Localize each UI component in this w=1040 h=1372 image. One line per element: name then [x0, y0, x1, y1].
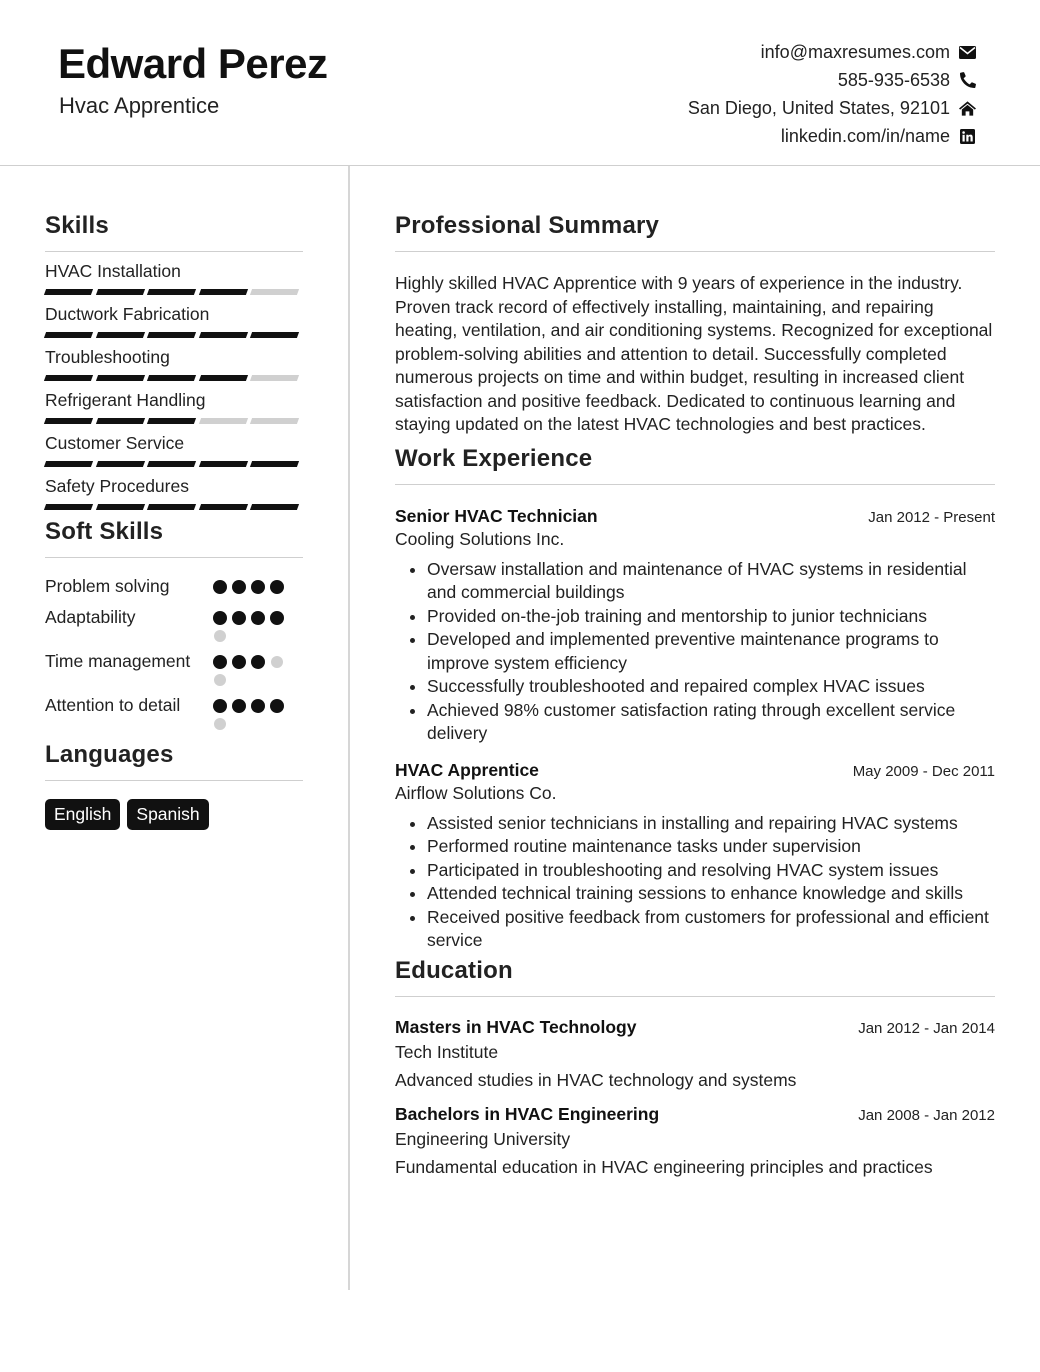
soft-skill-item	[45, 575, 303, 599]
skill-name: Safety Procedures	[45, 476, 189, 496]
skill-level-segment	[44, 504, 93, 510]
skill-level-bar	[45, 375, 303, 381]
skill-level-segment	[250, 332, 299, 338]
responsibility-item: • Assisted senior technicians in installing and repairing HVAC systems	[427, 812, 995, 836]
linkedin-icon	[959, 128, 976, 145]
skill-level-bar	[45, 461, 303, 467]
rating-dot	[213, 655, 227, 669]
right-column	[395, 210, 995, 1178]
soft-skills-list	[45, 575, 303, 731]
contact-linkedin[interactable]	[688, 122, 976, 150]
skill-level-segment	[44, 461, 93, 467]
skill-level-bar	[45, 504, 303, 510]
experience-heading: Work Experience	[395, 444, 593, 472]
skill-level-segment	[199, 289, 248, 295]
rating-dot	[232, 655, 246, 669]
skill-level-segment	[96, 504, 145, 510]
rating-dot	[271, 656, 283, 668]
rating-dot	[213, 611, 227, 625]
experience-list	[395, 506, 995, 953]
candidate-name: Edward Perez	[58, 40, 328, 87]
skill-name: Troubleshooting	[45, 347, 170, 367]
education-heading: Education	[395, 956, 513, 984]
rating-dot	[251, 580, 265, 594]
skill-level-segment	[44, 418, 93, 424]
skill-level-segment	[147, 504, 196, 510]
skill-item	[45, 389, 303, 424]
soft-skill-name: Attention to detail	[45, 694, 181, 715]
skill-level-segment	[199, 461, 248, 467]
skill-item	[45, 475, 303, 510]
experience-entry	[395, 506, 995, 746]
language-badge: English	[45, 799, 120, 830]
envelope-icon	[959, 44, 976, 61]
responsibility-item: • Oversaw installation and maintenance of HVAC systems in residential and commercial buildings	[427, 558, 995, 605]
skill-level-segment	[96, 289, 145, 295]
skill-level-segment	[250, 504, 299, 510]
skill-level-segment	[96, 375, 145, 381]
rating-dot	[232, 580, 246, 594]
contact-email-text: info@maxresumes.com	[760, 41, 950, 62]
degree-name: Bachelors in HVAC Engineering	[395, 1103, 660, 1124]
responsibility-item: • Achieved 98% customer satisfaction rating through excellent service delivery	[427, 699, 995, 746]
phone-icon	[959, 72, 976, 89]
school-name: Tech Institute	[395, 1041, 499, 1062]
responsibility-item: • Participated in troubleshooting and resolving HVAC system issues	[427, 859, 995, 883]
skill-level-segment	[147, 332, 196, 338]
skill-level-segment	[199, 332, 248, 338]
rating-dot	[232, 611, 246, 625]
soft-skill-rating	[213, 650, 293, 687]
contact-phone-text: 585-935-6538	[837, 69, 950, 90]
skill-level-bar	[45, 418, 303, 424]
languages-rule	[45, 780, 303, 781]
home-icon	[959, 100, 976, 117]
skills-heading: Skills	[45, 212, 109, 239]
responsibility-item: • Provided on-the-job training and mentorship to junior technicians	[427, 605, 995, 629]
skill-level-segment	[96, 332, 145, 338]
rating-dot	[213, 580, 227, 594]
responsibility-item: • Performed routine maintenance tasks under supervision	[427, 835, 995, 859]
job-dates: May 2009 - Dec 2011	[852, 762, 995, 780]
contact-location	[688, 94, 976, 122]
skill-level-segment	[96, 418, 145, 424]
education-rule	[395, 996, 995, 997]
summary-text: Highly skilled HVAC Apprentice with 9 years of experience in the industry. Proven track record of effectively installing, maintaining, and repairing heating, ventilation, and air conditioning systems. Recognized for exceptional problem-solving abilities and attention to detail. Successfully completed numerous projects on time and within budget, resulting in increased client satisfaction and positive feedback. Dedicated to continuous learning and staying updated on the latest HVAC technologies and best practices.	[395, 273, 993, 434]
degree-name: Masters in HVAC Technology	[395, 1016, 637, 1037]
skill-level-segment	[96, 461, 145, 467]
skill-level-segment	[250, 289, 299, 295]
left-column	[45, 210, 303, 830]
contact-location-text: San Diego, United States, 92101	[687, 97, 950, 118]
soft-skill-rating	[213, 694, 293, 731]
skill-level-bar	[45, 332, 303, 338]
skill-level-segment	[147, 289, 196, 295]
education-description: Fundamental education in HVAC engineering principles and practices	[395, 1156, 933, 1177]
skill-level-segment	[147, 375, 196, 381]
job-role: HVAC Apprentice	[395, 759, 539, 780]
responsibility-list	[395, 558, 995, 746]
rating-dot	[270, 580, 284, 594]
summary-heading: Professional Summary	[395, 212, 660, 239]
soft-skill-rating	[213, 606, 293, 643]
skill-name: Ductwork Fabrication	[45, 304, 210, 324]
summary-rule	[395, 251, 995, 252]
skill-level-segment	[199, 504, 248, 510]
skill-name: Refrigerant Handling	[45, 390, 206, 410]
skill-item	[45, 432, 303, 467]
soft-skill-item	[45, 650, 303, 687]
skill-item	[45, 303, 303, 338]
languages-heading: Languages	[45, 740, 174, 768]
responsibility-item: • Attended technical training sessions to enhance knowledge and skills	[427, 882, 995, 906]
skill-level-segment	[199, 375, 248, 381]
skill-level-segment	[250, 461, 299, 467]
soft-skills-heading: Soft Skills	[45, 518, 164, 545]
rating-dot	[232, 699, 246, 713]
job-dates: Jan 2012 - Present	[868, 508, 995, 526]
skills-rule	[45, 251, 303, 252]
company-name: Cooling Solutions Inc.	[395, 528, 565, 549]
candidate-title: Hvac Apprentice	[59, 93, 220, 118]
education-entry-header	[395, 1017, 995, 1038]
rating-dot	[251, 699, 265, 713]
soft-skill-rating	[213, 575, 293, 594]
job-role: Senior HVAC Technician	[395, 505, 598, 526]
education-dates: Jan 2012 - Jan 2014	[858, 1019, 995, 1037]
soft-skill-name: Adaptability	[45, 606, 136, 627]
education-entry-header	[395, 1104, 995, 1125]
column-divider	[348, 166, 350, 1290]
soft-skill-name: Problem solving	[45, 576, 170, 596]
skill-item	[45, 260, 303, 295]
rating-dot	[270, 611, 284, 625]
skill-level-segment	[44, 375, 93, 381]
skill-level-segment	[44, 332, 93, 338]
education-entry	[395, 1017, 995, 1091]
responsibility-item: • Successfully troubleshooted and repaired complex HVAC issues	[427, 675, 995, 699]
soft-skill-item	[45, 606, 303, 643]
rating-dot	[214, 630, 226, 642]
skill-name: Customer Service	[45, 433, 185, 453]
skill-level-segment	[199, 418, 248, 424]
soft-skills-rule	[45, 557, 303, 558]
skill-item	[45, 346, 303, 381]
rating-dot	[251, 655, 265, 669]
experience-entry-header	[395, 506, 995, 527]
soft-skill-name: Time management	[45, 650, 191, 671]
rating-dot	[213, 699, 227, 713]
rating-dot	[270, 699, 284, 713]
experience-rule	[395, 484, 995, 485]
experience-entry	[395, 760, 995, 953]
skills-list	[45, 260, 303, 510]
skill-level-segment	[250, 375, 299, 381]
skill-level-segment	[44, 289, 93, 295]
education-description: Advanced studies in HVAC technology and systems	[395, 1069, 797, 1090]
skill-level-segment	[250, 418, 299, 424]
responsibility-list	[395, 812, 995, 953]
soft-skill-item	[45, 694, 303, 731]
skill-name: HVAC Installation	[45, 261, 181, 281]
education-dates: Jan 2008 - Jan 2012	[858, 1106, 995, 1124]
education-list	[395, 1017, 995, 1178]
resume-header	[0, 0, 1040, 166]
skill-level-segment	[147, 461, 196, 467]
rating-dot	[251, 611, 265, 625]
education-entry	[395, 1104, 995, 1178]
skill-level-segment	[147, 418, 196, 424]
contact-linkedin-text: linkedin.com/in/name	[780, 125, 950, 146]
rating-dot	[214, 674, 226, 686]
company-name: Airflow Solutions Co.	[395, 782, 557, 803]
responsibility-item: • Received positive feedback from customers for professional and efficient service	[427, 906, 995, 953]
languages-list	[45, 799, 303, 830]
experience-entry-header	[395, 760, 995, 781]
language-badge: Spanish	[127, 799, 208, 830]
contact-email[interactable]	[688, 38, 976, 66]
skill-level-bar	[45, 289, 303, 295]
contact-list	[688, 38, 976, 150]
responsibility-item: • Developed and implemented preventive maintenance programs to improve system efficiency	[427, 628, 995, 675]
school-name: Engineering University	[395, 1128, 571, 1149]
contact-phone[interactable]	[688, 66, 976, 94]
rating-dot	[214, 718, 226, 730]
